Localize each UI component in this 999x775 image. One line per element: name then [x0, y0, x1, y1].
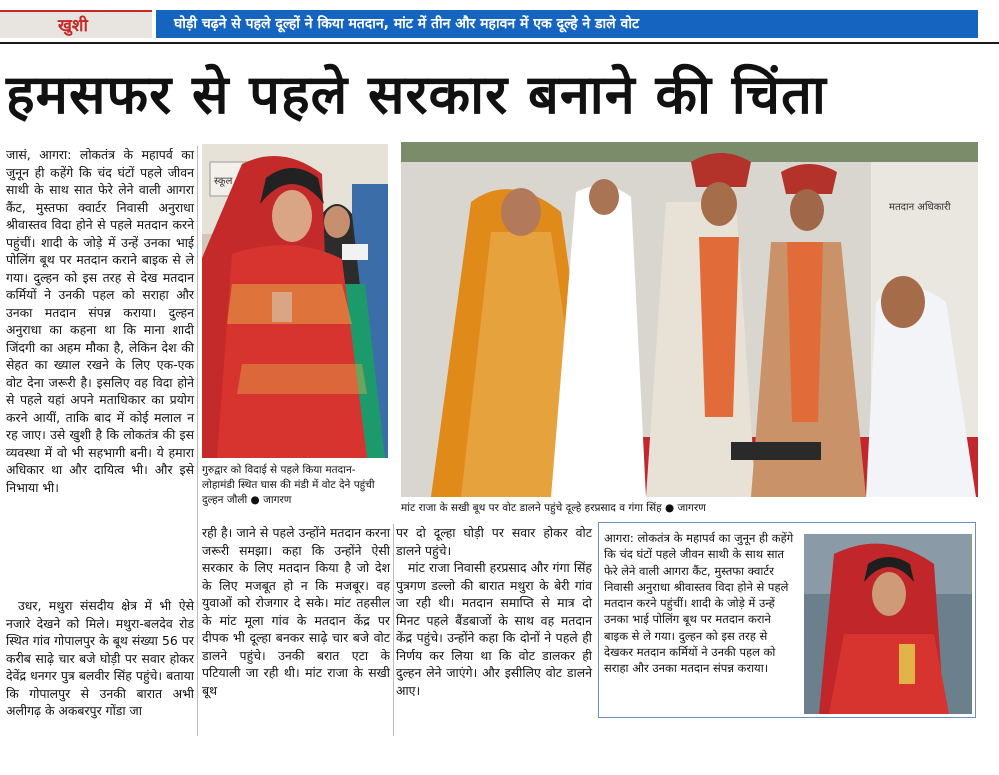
caption-text: मांट राजा के सखी बूथ पर वोट डालने पहुंचे दूल्हे हरप्रसाद व गंगा सिंह [401, 502, 662, 514]
paragraph: जासं, आगरा: लोकतंत्र के महापर्व का जुनून ही कहेंगे कि चंद घंटों पहले जीवन साथी के साथ सात फेरे लेने वाली आगरा कैंट, मुस्तफा क्वार्टर निवासी अनुराधा श्रीवास्तव विदा होने से पहले मतदान करने पहुंचीं। शादी के जोड़े में उन्हें उनका भाई पोलिंग बूथ पर मतदान कराने बाइक से ले गया। दुल्हन को इस तरह से देख मतदान कर्मियों ने उनकी पहल को सराहा और उनका मतदान संपन्न कराया। दुल्हन अनुराधा का कहना था कि माना शादी जिंदगी का अहम मौका है, लेकिन देश की सेहत का ख्याल रखने के लिए एक-एक वोट देना जरूरी है। इसलिए वह विदा होने से पहले यहां अपने मताधिकार का प्रयोग करने आयीं, ताकि बाद में कोई मलाल न रह जाए। उसे खुशी है कि लोकतंत्र की इस व्यवस्था में वो भी सहभागी बनी। ये हमारा अधिकार था और दायित्व भी। और इसे निभाया भी। [6, 147, 194, 495]
article-column-3 [396, 524, 592, 699]
divider [0, 42, 999, 44]
photo-credit: जागरण [677, 502, 706, 514]
officer-sign-text: मतदान अधिकारी [889, 202, 951, 213]
article-column-2 [202, 524, 390, 699]
paragraph: मांट राजा निवासी हरप्रसाद और गंगा सिंह पुत्रगण डल्लो की बारात मथुरा के बेरी गांव जा रही थी। मतदान समाप्ति से मात्र दो मिनट पहले बैंडबाजों के साथ वह मतदान केंद्र पहुंचे। उन्होंने कहा कि दोनों ने पहले ही निर्णय कर लिया था कि वोट डालकर ही दुल्हन लेने जाएंगे। और इसीलिए वोट डालने आए। [396, 560, 592, 698]
headline: हमसफर से पहले सरकार बनाने की चिंता [6, 62, 827, 126]
school-sign-text: स्कूल [214, 176, 233, 187]
section-tag: खुशी [0, 10, 152, 38]
bride-photo [202, 144, 388, 458]
paragraph: रही है। जाने से पहले उन्होंने मतदान करना जरूरी समझा। कहा कि उन्होंने ऐसी सरकार के लिए मतदान किया है जो देश के लिए मजबूत हो न कि मजबूर। वह युवाओं को रोजगार दे सके। मांट तहसील के मांट मूला गांव के मतदान केंद्र पर दीपक भी दूल्हा बनकर साढ़े चार बजे वोट डालने पहुंचे। उनकी बरात एटा के पटियाली जा रही थी। मांट राजा के सखी बूथ [202, 525, 390, 698]
side-box-bride-photo [804, 534, 972, 714]
column-rule [393, 524, 394, 736]
bride-photo-caption [202, 463, 390, 508]
article-column-1 [6, 146, 194, 496]
kicker-strap: घोड़ी चढ़ने से पहले दूल्हों ने किया मतदान, मांट में तीन और महावन में एक दूल्हे ने डाले वोट [156, 10, 978, 38]
side-box-text: आगरा: लोकतंत्र के महापर्व का जुनून ही कहेंगे कि चंद घंटों पहले जीवन साथी के साथ सात फेरे लेने वाली आगरा कैंट, मुस्तफा क्वार्टर निवासी अनुराधा श्रीवास्तव विदा होने से पहले मतदान करने पहुंचीं। शादी के जोड़े में उन्हें उनका भाई पोलिंग बूथ पर मतदान कराने बाइक से ले गया। दुल्हन को इस तरह से देखकर मतदान कर्मियों ने उनकी पहल को सराहा और उनका मतदान संपन्न कराया। [604, 531, 794, 676]
camera-dot-icon: ● [665, 502, 675, 514]
photo-credit: जागरण [263, 494, 292, 506]
paragraph: उधर, मथुरा संसदीय क्षेत्र में भी ऐसे नजारे देखने को मिले। मथुरा-बलदेव रोड स्थित गांव गोपालपुर के बूथ संख्या 56 पर करीब साढ़े चार बजे घोड़ी पर सवार होकर देवेंद्र धनगर पुत्र बलवीर सिंह पहुंचे। बताया कि गोपालपुर से उनकी बारात अभी अलीगढ़ के अकबरपुर गोंडा जा [6, 598, 194, 718]
grooms-photo-caption [401, 501, 978, 516]
paragraph: पर दो दूल्हा घोड़ी पर सवार होकर वोट डालने पहुंचे। [396, 525, 592, 558]
grooms-photo [401, 142, 978, 497]
article-column-1-cont [6, 597, 194, 720]
camera-dot-icon: ● [250, 494, 260, 506]
column-rule [197, 146, 198, 736]
caption-text: गुरुद्वार को विदाई से पहले किया मतदान- लोहामंडी स्थित घास की मंडी में वोट देने पहुंची दुल्हन जौली [202, 464, 375, 506]
